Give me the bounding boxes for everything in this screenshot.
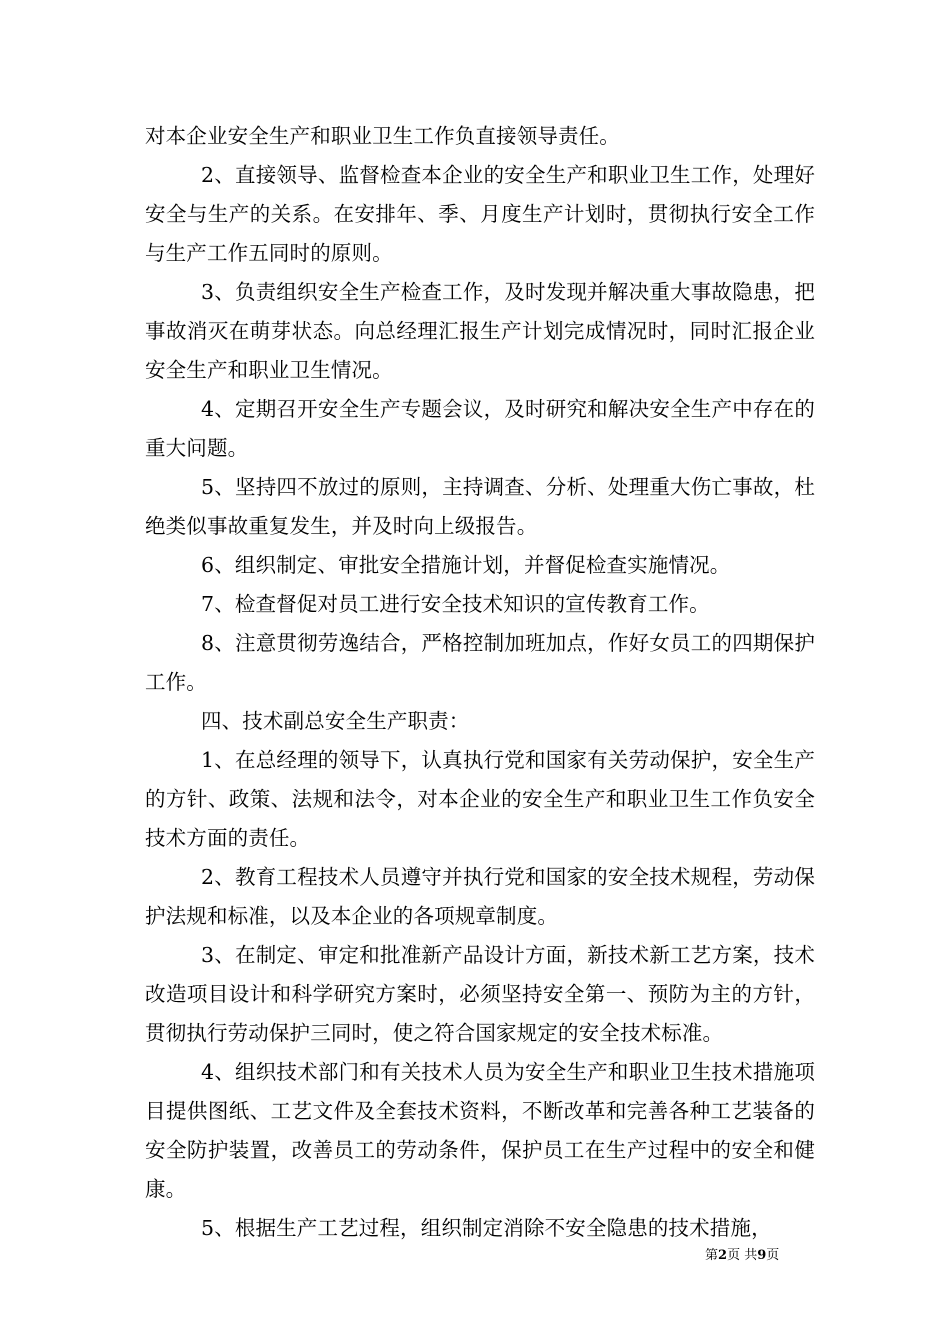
page-number-footer <box>705 1244 779 1263</box>
paragraph-6: 6、组织制定、审批安全措施计划，并督促检查实施情况。 <box>201 553 731 577</box>
current-page-number: 2 <box>718 1248 728 1263</box>
paragraph-3: 3、负责组织安全生产检查工作，及时发现并解决重大事故隐患，把事故消灭在萌芽状态。向总经理汇报生产计划完成情况时，同时汇报企业安全生产和职业卫生情况。 <box>145 280 815 382</box>
paragraph-13: 5、根据生产工艺过程，组织制定消除不安全隐患的技术措施， <box>201 1216 772 1240</box>
paragraph-7: 7、检查督促对员工进行安全技术知识的宣传教育工作。 <box>201 592 710 616</box>
footer-suffix: 页 <box>766 1248 780 1263</box>
paragraph-5: 5、坚持四不放过的原则，主持调查、分析、处理重大伤亡事故，杜绝类似事故重复发生，并及时向上级报告。 <box>145 475 815 538</box>
paragraph-12: 4、组织技术部门和有关技术人员为安全生产和职业卫生技术措施项目提供图纸、工艺文件及全套技术资料，不断改革和完善各种工艺装备的安全防护装置，改善员工的劳动条件，保护员工在生产过程中的安全和健康。 <box>145 1060 815 1201</box>
total-pages-number: 9 <box>757 1248 767 1263</box>
document-body <box>145 117 815 1248</box>
paragraph-8: 8、注意贯彻劳逸结合，严格控制加班加点，作好女员工的四期保护工作。 <box>145 631 815 694</box>
paragraph-9: 1、在总经理的领导下，认真执行党和国家有关劳动保护，安全生产的方针、政策、法规和法令，对本企业的安全生产和职业卫生工作负安全技术方面的责任。 <box>145 748 815 850</box>
paragraph-2: 2、直接领导、监督检查本企业的安全生产和职业卫生工作，处理好安全与生产的关系。在安排年、季、月度生产计划时，贯彻执行安全工作与生产工作五同时的原则。 <box>145 163 815 265</box>
footer-prefix: 第 <box>705 1248 719 1263</box>
section-heading: 四、技术副总安全生产职责： <box>201 709 470 733</box>
paragraph-10: 2、教育工程技术人员遵守并执行党和国家的安全技术规程，劳动保护法规和标准，以及本企业的各项规章制度。 <box>145 865 815 928</box>
footer-middle: 页 共 <box>727 1248 758 1263</box>
paragraph-11: 3、在制定、审定和批准新产品设计方面，新技术新工艺方案，技术改造项目设计和科学研究方案时，必须坚持安全第一、预防为主的方针，贯彻执行劳动保护三同时，使之符合国家规定的安全技术标准。 <box>145 943 815 1045</box>
paragraph-4: 4、定期召开安全生产专题会议，及时研究和解决安全生产中存在的重大问题。 <box>145 397 815 460</box>
paragraph-1: 对本企业安全生产和职业卫生工作负直接领导责任。 <box>145 124 620 148</box>
